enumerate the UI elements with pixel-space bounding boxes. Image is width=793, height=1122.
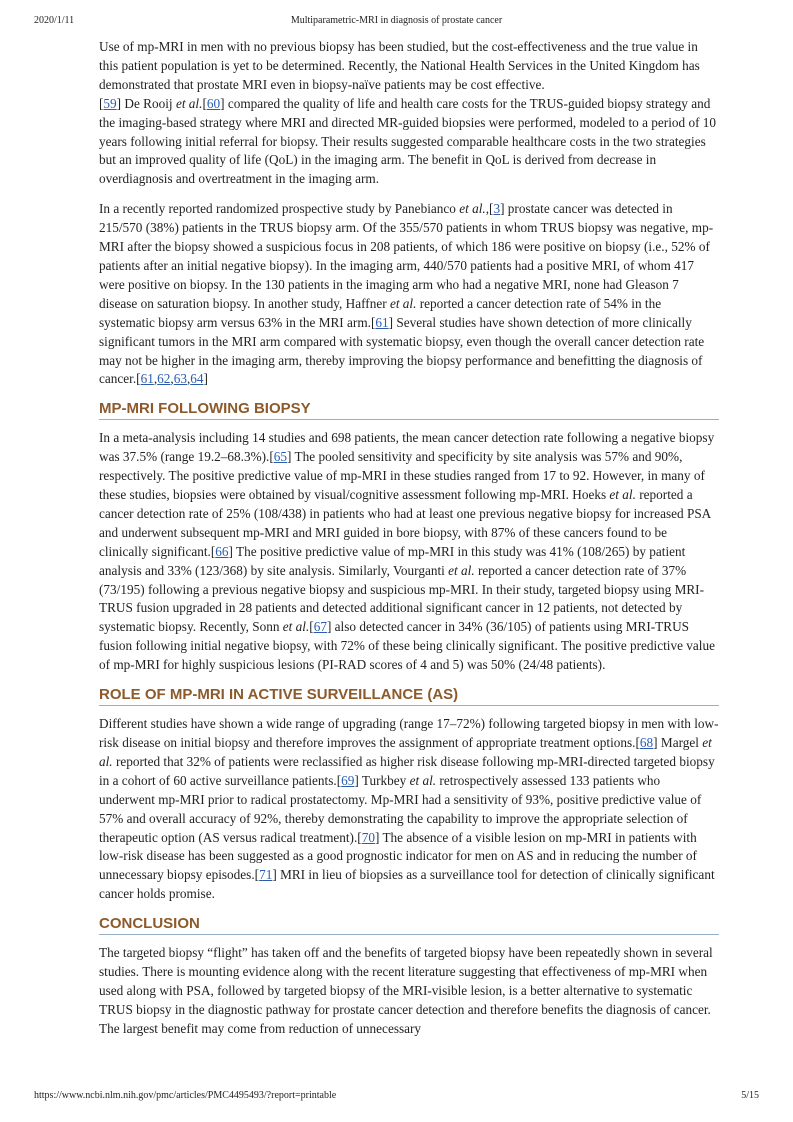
paragraph-active-surveillance: Different studies have shown a wide range of upgrading (range 17–72%) following targeted biopsy in men with low-risk disease on initial biopsy and therefore improves the assignment of appropriate treatment options.[68] Margel et al. reported that 32% of patients were reclassified as higher risk disease following mp-MRI-directed targeted biopsy in a cohort of 60 active surveillance patients.[69] Turkbey et al. retrospectively assessed 133 patients who underwent mp-MRI prior to radical prostatectomy. Mp-MRI had a sensitivity of 93%, positive predictive value of 57% and overall accuracy of 92%, thereby demonstrating the capability to improve the appropriate selection of therapeutic option (AS versus radical treatment).[70] The absence of a visible lesion on mp-MRI in patients with low-risk disease has been suggested as a good prognostic indicator for men on AS and in reducing the number of unnecessary biopsy episodes.[71] MRI in lieu of biopsies as a surveillance tool for detection of clinically significant cancer holds promise. (99, 716, 719, 902)
ref-63-link[interactable]: 63 (173, 371, 187, 387)
paragraph-following-biopsy: In a meta-analysis including 14 studies and 698 patients, the mean cancer detection rate following a negative biopsy was 37.5% (range 19.2–68.3%).[65] The pooled sensitivity and specificity by site analysis was 57% and 90%, respectively. The positive predictive value of mp-MRI in these studies ranged from 17 to 92. However, in many of these studies, biopsies were obtained by visual/cognitive assessment following mp-MRI. Hoeks et al. reported a cancer detection rate of 25% (108/438) in patients who had at least one previous negative biopsy for increased PSA and underwent subsequent mp-MRI and MRI guided in bore biopsy, with 87% of these cancers found to be clinically significant.[66] The positive predictive value of mp-MRI in this study was 41% (108/265) by patient analysis and 33% (123/368) by site analysis. Similarly, Vourganti et al. reported a cancer detection rate of 37% (73/195) following a previous negative biopsy and suspicious mp-MRI. In their study, targeted biopsy using MRI-TRUS fusion upgraded in 28 patients and detected additional significant cancer in 12 patients, not detected by systematic biopsy. Recently, Sonn et al.[67] also detected cancer in 34% (36/105) of patients using MRI-TRUS fusion following initial negative biopsy, with 72% of these being clinically significant. The positive predictive value of mp-MRI for highly suspicious lesions (PI-RAD scores of 4 and 5) was 50% (24/48 patients). (99, 430, 715, 673)
print-footer (34, 1090, 759, 1104)
page-number: 5/15 (741, 1090, 759, 1101)
source-url: https://www.ncbi.nlm.nih.gov/pmc/articles/PMC4495493/?report=printable (34, 1090, 337, 1101)
print-header (34, 15, 759, 29)
ref-67-link[interactable]: 67 (313, 619, 327, 635)
ref-68-link[interactable]: 68 (639, 735, 654, 750)
ref-70-link[interactable]: 70 (361, 829, 375, 845)
ref-61b-link[interactable]: 61 (140, 371, 154, 387)
ref-3-link[interactable]: 3 (493, 201, 501, 217)
ref-62-link[interactable]: 62 (157, 371, 171, 387)
ref-71-link[interactable]: 71 (259, 867, 273, 883)
page-title: Multiparametric-MRI in diagnosis of prostate cancer (290, 15, 503, 26)
paragraph-conclusion: The targeted biopsy “flight” has taken off and the benefits of targeted biopsy have been repeatedly shown in several studies. There is mounting evidence along with the recent literature suggesting that effectiveness of mp-MRI when used along with PSA, followed by targeted biopsy of the MRI-visible lesion, is a better alternative to systematic TRUS biopsy in the diagnostic pathway for prostate cancer detection and therefore benefits the diagnosis of cancer. The largest benefit may come from reduction of unnecessary (99, 945, 713, 1036)
section-heading-active-surveillance: ROLE OF MP-MRI IN ACTIVE SURVEILLANCE (AS) (99, 686, 719, 706)
paragraph-prior-biopsy-cost: Use of mp-MRI in men with no previous biopsy has been studied, but the cost-effectiveness and the true value in this patient population is yet to be determined. Recently, the National Health Services in the United Kingdom has demonstrated that prostate MRI even in biopsy-naïve patients may be cost effective. [59] De Rooij et al.[60] compared the quality of life and health care costs for the TRUS-guided biopsy strategy and the imaging-based strategy where MRI and directed MR-guided biopsies were performed, modeled to a period of 10 years following initial referral for biopsy. Their results suggested comparable healthcare costs in the two strategies but an improved quality of life (QoL) in the imaging arm. The benefit in QoL is derived from decrease in overdiagnosis and overtreatment in the imaging arm. (99, 39, 717, 187)
print-date: 2020/1/11 (34, 15, 75, 26)
article-body (99, 38, 719, 1050)
section-heading-following-biopsy: MP-MRI FOLLOWING BIOPSY (99, 400, 719, 420)
ref-64-link[interactable]: 64 (190, 371, 204, 387)
paragraph-randomized-study: In a recently reported randomized prospective study by Panebianco et al.,[3] prostate cancer was detected in 215/570 (38%) patients in the TRUS biopsy arm. Of the 355/570 patients in whom TRUS biopsy was negative, mp-MRI after the biopsy showed a suspicious focus in 208 patients, of which 186 were positive on biopsy (i.e., 52% of patients after an initial negative biopsy). In the imaging arm, 440/570 patients had a positive MRI, of whom 417 were positive on biopsy. In the 130 patients in the imaging arm who had a negative MRI, none had Gleason 7 disease on saturation biopsy. In another study, Haffner et al. reported a cancer detection rate of 54% in the systematic biopsy arm versus 63% in the MRI arm.[61] Several studies have shown detection of more clinically significant tumors in the MRI arm compared with systematic biopsy, even though the overall cancer detection rate may not be higher in the imaging arm, thereby improving the biopsy performance and benefitting the diagnosis of cancer.[61,62,63,64] (99, 201, 714, 387)
ref-69-link[interactable]: 69 (341, 772, 355, 788)
ref-65-link[interactable]: 65 (273, 449, 288, 465)
ref-66-link[interactable]: 66 (215, 543, 229, 559)
section-heading-conclusion: CONCLUSION (99, 915, 719, 935)
ref-61-link[interactable]: 61 (375, 314, 389, 330)
ref-59-link[interactable]: 59 (103, 95, 117, 111)
ref-60-link[interactable]: 60 (206, 95, 221, 111)
